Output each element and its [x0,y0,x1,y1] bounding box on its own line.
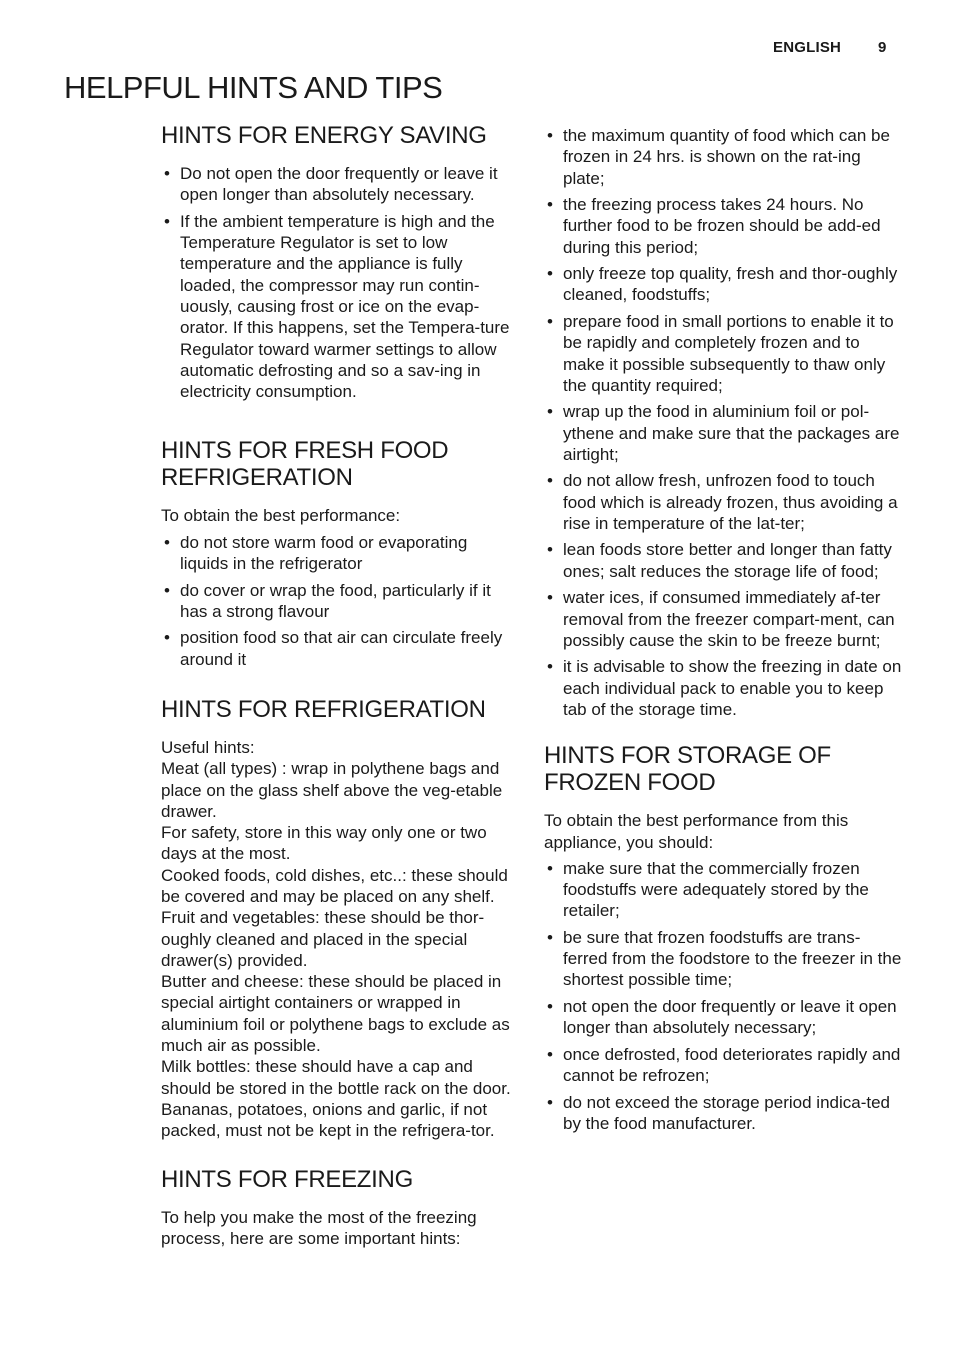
paragraph: Meat (all types) : wrap in polythene bags and place on the glass shelf above the veg-etable drawer. [161,759,503,821]
list-item: • the maximum quantity of food which can be frozen in 24 hrs. is shown on the rat-ing plate; [544,125,902,189]
list-item: • lean foods store better and longer than fatty ones; salt reduces the storage life of food; [544,539,902,582]
frozen-storage-intro: To obtain the best performance from this appliance, you should: [544,811,849,852]
paragraph: Fruit and vegetables: these should be thor-oughly cleaned and placed in the special drawer(s) provided. [161,908,485,970]
freezing-list [544,125,902,720]
paragraph: Useful hints: [161,737,255,757]
page-number: 9 [878,39,887,56]
list-item: • be sure that frozen foodstuffs are trans-ferred from the foodstore to the freezer in the shortest possible time; [544,927,902,991]
list-item: • If the ambient temperature is high and the Temperature Regulator is set to low temperature and the appliance is fully loaded, the compressor may run contin-uously, causing frost or ice on the evap-orator. If this happens, set the Tempera-ture Regulator toward warmer settings to allow automatic defrosting and so a sav-ing in electricity consumption. [161,211,516,403]
left-column [161,122,516,1249]
refrigeration-heading: HINTS FOR REFRIGERATION [161,695,486,723]
list-item: • water ices, if consumed immediately af-ter removal from the freezer compart-ment, can possibly cause the skin to be freeze burnt; [544,587,902,651]
frozen-storage-heading: HINTS FOR STORAGE OF FROZEN FOOD [544,742,831,797]
refrigeration-text [161,737,516,1142]
list-item: • make sure that the commercially frozen foodstuffs were adequately stored by the retailer; [544,858,902,922]
paragraph: Cooked foods, cold dishes, etc..: these should be covered and may be placed on any shelf. [161,865,508,906]
fresh-food-list [161,532,516,670]
paragraph: For safety, store in this way only one or two days at the most. [161,823,487,864]
right-column [544,125,902,1139]
energy-saving-heading: HINTS FOR ENERGY SAVING [161,122,487,149]
list-item: • do cover or wrap the food, particularly if it has a strong flavour [161,580,516,623]
list-item: • Do not open the door frequently or leave it open longer than absolutely necessary. [161,163,516,206]
list-item: • it is advisable to show the freezing in date on each individual pack to enable you to keep tab of the storage time. [544,656,902,720]
list-item: • wrap up the food in aluminium foil or pol-ythene and make sure that the packages are airtight; [544,401,902,465]
header-language: ENGLISH [773,39,842,56]
paragraph: Bananas, potatoes, onions and garlic, if not packed, must not be kept in the refrigera-tor. [161,1099,495,1141]
list-item: • do not store warm food or evaporating liquids in the refrigerator [161,532,516,575]
list-item: • prepare food in small portions to enable it to be rapidly and completely frozen and to make it possible subsequently to thaw only the quantity required; [544,311,902,396]
fresh-food-heading: HINTS FOR FRESH FOOD REFRIGERATION [161,437,449,492]
list-item: • position food so that air can circulate freely around it [161,627,516,670]
fresh-food-intro: To obtain the best performance: [161,506,401,526]
list-item: • once defrosted, food deteriorates rapidly and cannot be refrozen; [544,1044,902,1087]
list-item: • not open the door frequently or leave it open longer than absolutely necessary; [544,996,902,1039]
list-item: • only freeze top quality, fresh and thor-oughly cleaned, foodstuffs; [544,263,902,306]
freezing-intro: To help you make the most of the freezing process, here are some important hints: [161,1207,477,1248]
list-item: • the freezing process takes 24 hours. No further food to be frozen should be add-ed during this period; [544,194,902,258]
paragraph: Milk bottles: these should have a cap and should be stored in the bottle rack on the door. [161,1057,511,1098]
list-item: • do not allow fresh, unfrozen food to touch food which is already frozen, thus avoiding a rise in temperature of the lat-ter; [544,470,902,534]
paragraph: Butter and cheese: these should be placed in special airtight containers or wrapped in aluminium foil or polythene bags to exclude as much air as possible. [161,972,510,1056]
frozen-storage-list [544,858,902,1134]
energy-saving-list [161,163,516,402]
page-title: HELPFUL HINTS AND TIPS [64,70,443,105]
list-item: • do not exceed the storage period indica-ted by the food manufacturer. [544,1092,902,1135]
freezing-heading: HINTS FOR FREEZING [161,1165,413,1193]
